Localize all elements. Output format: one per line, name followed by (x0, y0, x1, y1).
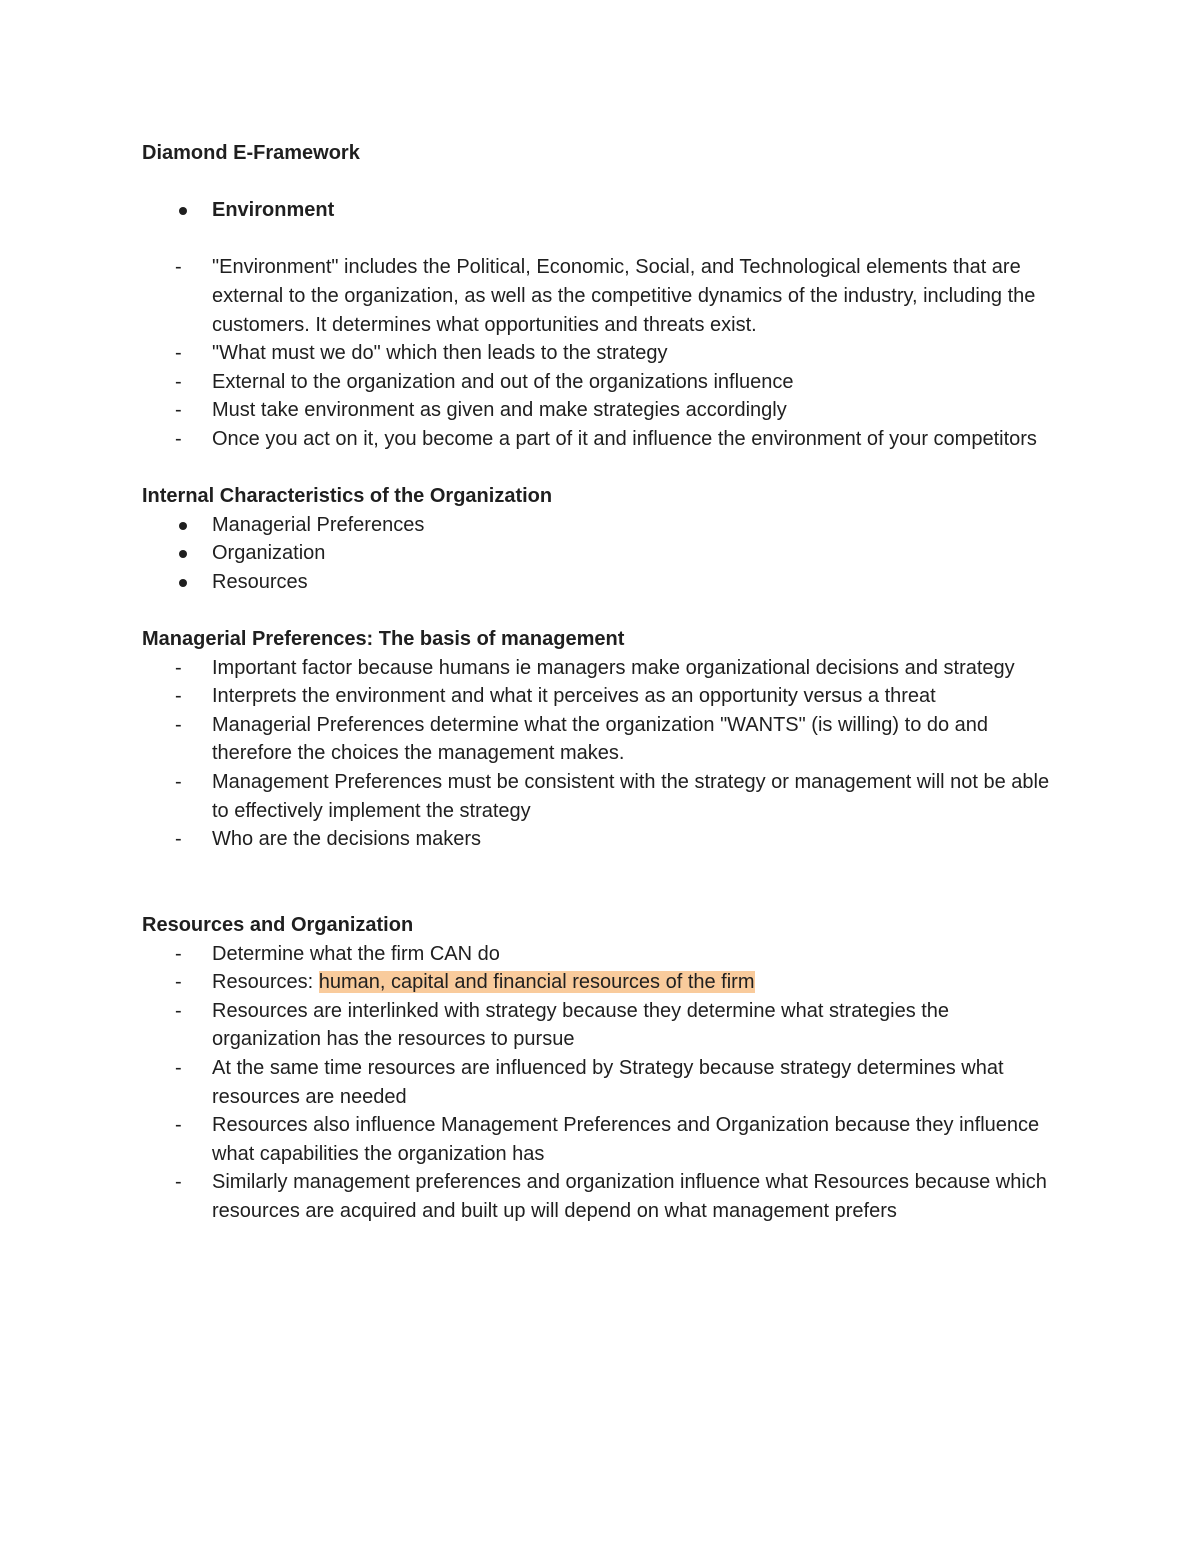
internal-items (142, 511, 1062, 597)
list-item-prefix: Resources: (212, 971, 319, 994)
internal-heading: Internal Characteristics of the Organization (142, 485, 553, 508)
document-body (142, 139, 1062, 1226)
list-item: - "What must we do" which then leads to the strategy (142, 339, 1062, 368)
list-item: - "Environment" includes the Political, Economic, Social, and Technological elements that are external to the organization, as well as the competitive dynamics of the industry, including the customers. It determines what opportunities and threats exist. (142, 253, 1062, 339)
spacer (142, 597, 1062, 626)
list-item: - Once you act on it, you become a part of it and influence the environment of your competitors (142, 425, 1062, 454)
list-item: Managerial Preferences (142, 511, 1062, 540)
list-item: - Similarly management preferences and organization influence what Resources because which resources are acquired and built up will depend on what management prefers (142, 1168, 1062, 1225)
list-item: - Resources also influence Management Preferences and Organization because they influence what capabilities the organization has (142, 1111, 1062, 1168)
spacer (142, 454, 1062, 483)
list-item: - Important factor because humans ie managers make organizational decisions and strategy (142, 654, 1062, 683)
list-item: - Must take environment as given and make strategies accordingly (142, 396, 1062, 425)
list-item: - At the same time resources are influenced by Strategy because strategy determines what resources are needed (142, 1054, 1062, 1111)
list-item: Organization (142, 539, 1062, 568)
highlighted-text: human, capital and financial resources of the firm (318, 971, 755, 994)
environment-points (142, 253, 1062, 453)
list-item: - Interprets the environment and what it perceives as an opportunity versus a threat (142, 682, 1062, 711)
resources-heading: Resources and Organization (142, 914, 414, 937)
spacer (142, 168, 1062, 197)
list-item: - Who are the decisions makers (142, 825, 1062, 854)
list-item-highlighted (142, 968, 1062, 997)
spacer (142, 854, 1062, 911)
list-item: - Management Preferences must be consistent with the strategy or management will not be able to effectively implement the strategy (142, 768, 1062, 825)
managerial-points (142, 654, 1062, 854)
list-item: - Resources are interlinked with strategy because they determine what strategies the organization has the resources to pursue (142, 997, 1062, 1054)
resources-points (142, 940, 1062, 1226)
spacer (142, 225, 1062, 254)
environment-heading-list (142, 196, 1062, 225)
list-item: Resources (142, 568, 1062, 597)
list-item: - Managerial Preferences determine what the organization "WANTS" (is willing) to do and therefore the choices the management makes. (142, 711, 1062, 768)
environment-heading: Environment (142, 196, 1062, 225)
managerial-heading: Managerial Preferences: The basis of management (142, 628, 625, 651)
list-item: - Determine what the firm CAN do (142, 940, 1062, 969)
document-title: Diamond E-Framework (142, 142, 360, 164)
list-item: - External to the organization and out of the organizations influence (142, 368, 1062, 397)
